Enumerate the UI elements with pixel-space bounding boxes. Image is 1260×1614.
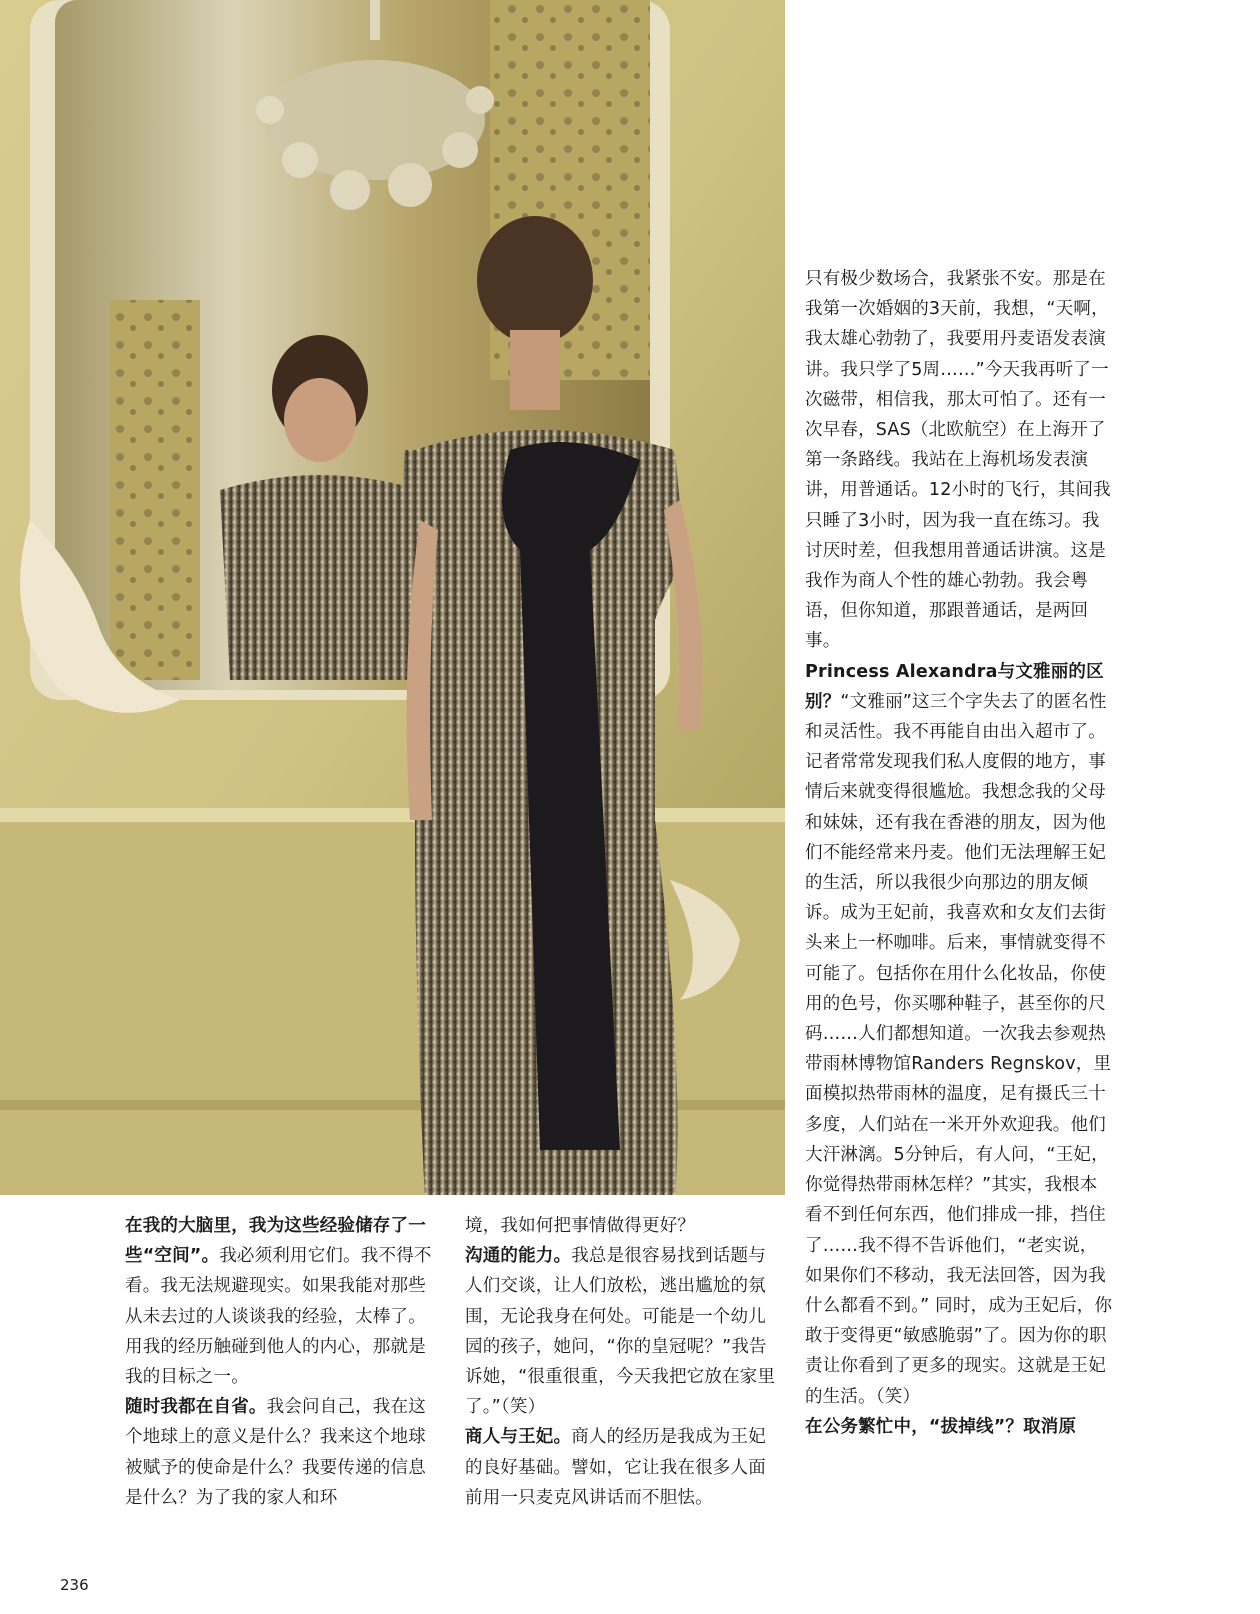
- subheading: 随时我都在自省。: [125, 1397, 267, 1418]
- paragraph-body: “文雅丽”这三个字失去了的匿名性和灵活性。我不再能自由出入超市了。记者常常发现我们私人度假的地方，事情后来就变得很尴尬。我想念我的父母和妹妹，还有我在香港的朋友，因为他们不能经常来丹麦。他们无法理解王妃的生活，所以我很少向那边的朋友倾诉。成为王妃前，我喜欢和女友们去街头来上一杯咖啡。后来，事情就变得不可能了。包括你在用什么化妆品，你使用的色号，你买哪种鞋子，甚至你的尺码……人们都想知道。一次我去参观热带雨林博物馆Randers Regnskov，里面模拟热带雨林的温度，足有摄氏三十多度，人们站在一米开外欢迎我。他们大汗淋漓。5分钟后，有人问，“王妃，你觉得热带雨林怎样？”其实，我根本看不到任何东西，他们排成一排，挡住了……我不得不告诉他们，“老实说，如果你们不移动，我无法回答，因为我什么都看不到。” 同时，成为王妃后，你敢于变得更“敏感脆弱”了。因为你的职责让你看到了更多的现实。这就是王妃的生活。（笑）: [805, 691, 1113, 1407]
- page-number: 236: [60, 1576, 89, 1594]
- paragraph: [465, 1241, 777, 1422]
- paragraph-body: 商人的经历是我成为王妃的良好基础。譬如，它让我在很多人面前用一只麦克风讲话而不胆怯。: [465, 1427, 766, 1508]
- subheading: 在我的大脑里，我为这些经验储存了一些“空间”。: [125, 1216, 426, 1267]
- paragraph: [125, 1211, 437, 1392]
- text-column-right: [805, 264, 1115, 1442]
- paragraph: [125, 1392, 437, 1513]
- paragraph-body: 我会问自己，我在这个地球上的意义是什么？我来这个地球被赋予的使命是什么？我要传递的信息是什么？为了我的家人和环: [125, 1397, 426, 1508]
- subheading: 沟通的能力。: [465, 1246, 572, 1267]
- paragraph-body: 我必须利用它们。我不得不看。我无法规避现实。如果我能对那些从未去过的人谈谈我的经验，太棒了。用我的经历触碰到他人的内心，那就是我的目标之一。: [125, 1246, 432, 1388]
- paragraph: [805, 1412, 1115, 1442]
- subheading: 商人与王妃。: [465, 1427, 572, 1448]
- photo-woman-mirror: [0, 0, 785, 1195]
- paragraph: 只有极少数场合，我紧张不安。那是在我第一次婚姻的3天前，我想，“天啊，我太雄心勃勃了，我要用丹麦语发表演讲。我只学了5周……”今天我再听了一次磁带，相信我，那太可怕了。还有一次早春，SAS（北欧航空）在上海开了第一条路线。我站在上海机场发表演讲，用普通话。12小时的飞行，其间我只睡了3小时，因为我一直在练习。我讨厌时差，但我想用普通话讲演。这是我作为商人个性的雄心勃勃。我会粤语，但你知道，那跟普通话，是两回事。: [805, 269, 1111, 652]
- paragraph: [805, 657, 1115, 1412]
- subheading: Princess Alexandra与文雅丽的区别？: [805, 661, 1104, 712]
- subheading: 在公务繁忙中，“拔掉线”？取消原: [805, 1416, 1077, 1437]
- paragraph: 境，我如何把事情做得更好？: [465, 1216, 696, 1236]
- paragraph-body: 我总是很容易找到话题与人们交谈，让人们放松，逃出尴尬的氛围，无论我身在何处。可能是一个幼儿园的孩子，她问，“你的皇冠呢？”我告诉她，“很重很重，今天我把它放在家里了。”（笑）: [465, 1246, 776, 1418]
- paragraph: [465, 1422, 777, 1513]
- text-column-middle: [465, 1211, 777, 1513]
- text-column-left: [125, 1211, 437, 1513]
